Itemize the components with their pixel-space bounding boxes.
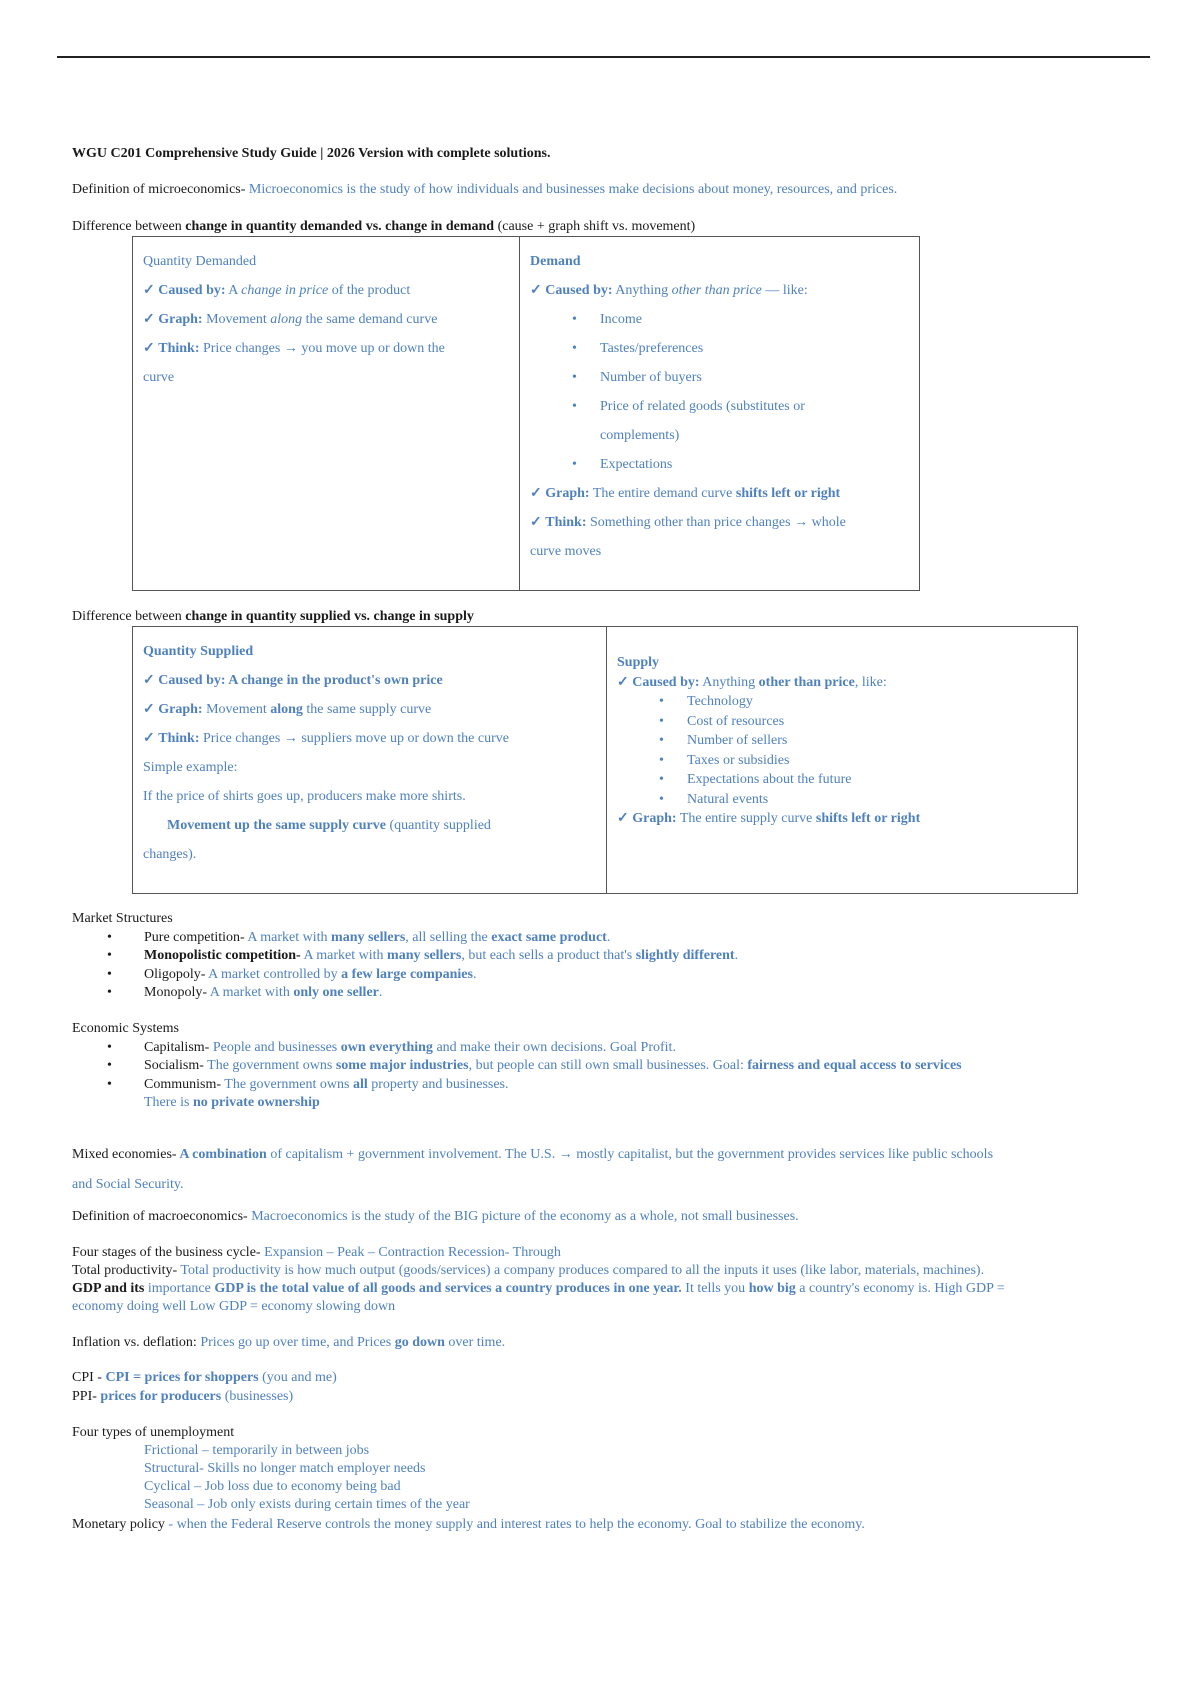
total-productivity: Total productivity- Total productivity is how much output (goods/services) a company produces compared to all the inputs it uses (like labor, materials, machines). <box>72 1263 985 1278</box>
list-item: • Expectations about the future <box>617 770 1067 790</box>
header-rule <box>57 56 1150 58</box>
list-item: • Monopolistic competition- A market with many sellers, but each sells a product that's slightly different. <box>72 947 738 966</box>
supply-heading: Difference between change in quantity supplied vs. change in supply <box>72 609 474 624</box>
supply-cell: Supply ✓ Caused by: Anything other than price, like: • Technology • Cost of resources • Number of sellers • Taxes or subsidies • Expectations about the future • Natural events ✓ Graph: The entire supply curve shifts left or right <box>606 627 1077 893</box>
list-item: • Number of buyers <box>530 363 909 392</box>
business-cycle: Four stages of the business cycle- Expansion – Peak – Contraction Recession- Through <box>72 1245 561 1260</box>
economic-systems: Economic Systems • Capitalism- People and businesses own everything and make their own decisions. Goal Profit. • Socialism- The government owns some major industries, but people can still own small businesses. Goal: fairness and equal access to services • Communism- The government owns all property and businesses. There is no private ownership <box>72 1020 962 1113</box>
qd-heading: Quantity Demanded <box>143 254 257 269</box>
ppi: PPI- prices for producers (businesses) <box>72 1389 294 1404</box>
list-item: • Taxes or subsidies <box>617 751 1067 771</box>
demand-heading-cell: Demand <box>530 254 581 269</box>
demand-comparison-table <box>132 236 920 591</box>
list-item: • Pure competition- A market with many sellers, all selling the exact same product. <box>72 929 738 948</box>
mixed-economies: Mixed economies- A combination of capitalism + government involvement. The U.S. → mostly capitalist, but the government provides services like public schools and Social Security. <box>72 1147 994 1192</box>
supply-heading-cell: Supply <box>617 655 660 670</box>
market-structures <box>72 910 738 1003</box>
demand-heading: Difference between change in quantity demanded vs. change in demand (cause + graph shift vs. movement) <box>72 219 696 234</box>
section-heading: Four types of unemployment <box>72 1425 235 1440</box>
list-item: • Price of related goods (substitutes or <box>530 392 909 421</box>
macro-definition: Definition of macroeconomics- Macroeconomics is the study of the BIG picture of the economy as a whole, not small businesses. <box>72 1209 799 1224</box>
demand-cell: Demand ✓ Caused by: Anything other than price — like: • Income • Tastes/preferences • Number of buyers • Price of related goods (substitutes or complements) • Expectations ✓ Graph: The entire demand curve shifts left or right ✓ Think: Something other than price changes → whole curve moves <box>519 237 919 590</box>
list-item: Cyclical – Job loss due to economy being bad <box>144 1479 401 1494</box>
section-heading: Market Structures <box>72 911 173 926</box>
list-item: • Oligopoly- A market controlled by a few large companies. <box>72 966 738 985</box>
gdp-importance: GDP and its importance GDP is the total value of all goods and services a country produces in one year. It tells you how big a country's economy is. High GDP = economy doing well Low GDP = economy slowing down <box>72 1281 1005 1314</box>
list-item: • Income <box>530 305 909 334</box>
supply-comparison-table <box>132 626 1078 894</box>
document-title: WGU C201 Comprehensive Study Guide | 2026 Version with complete solutions. <box>72 146 551 161</box>
list-item: • Communism- The government owns all property and businesses. <box>72 1076 962 1095</box>
unemployment-types <box>72 1424 470 1514</box>
list-item: • Number of sellers <box>617 731 1067 751</box>
list-item: • Cost of resources <box>617 712 1067 732</box>
list-item: • Expectations <box>530 450 909 479</box>
list-item: Seasonal – Job only exists during certain times of the year <box>144 1497 470 1512</box>
list-item: • Technology <box>617 692 1067 712</box>
list-item: • Capitalism- People and businesses own everything and make their own decisions. Goal Profit. <box>72 1039 962 1058</box>
cpi: CPI - CPI = prices for shoppers (you and me) <box>72 1370 337 1385</box>
monetary-policy: Monetary policy - when the Federal Reserve controls the money supply and interest rates to help the economy. Goal to stabilize the economy. <box>72 1517 865 1532</box>
list-item: Structural- Skills no longer match employer needs <box>144 1461 426 1476</box>
qs-heading: Quantity Supplied <box>143 644 254 659</box>
list-item: • Tastes/preferences <box>530 334 909 363</box>
list-item: • Monopoly- A market with only one seller. <box>72 984 738 1003</box>
list-item: Frictional – temporarily in between jobs <box>144 1443 370 1458</box>
quantity-demanded-cell: Quantity Demanded ✓ Caused by: A change in price of the product ✓ Graph: Movement along the same demand curve ✓ Think: Price changes → you move up or down the curve <box>133 237 519 590</box>
quantity-supplied-cell: Quantity Supplied ✓ Caused by: A change in the product's own price ✓ Graph: Movement along the same supply curve ✓ Think: Price changes → suppliers move up or down the curve Simple example: If the price of shirts goes up, producers make more shirts. Movement up the same supply curve (quantity supplied changes). <box>133 627 606 893</box>
list-item: • Natural events <box>617 790 1067 810</box>
inflation-deflation: Inflation vs. deflation: Prices go up over time, and Prices go down over time. <box>72 1335 506 1350</box>
section-heading: Economic Systems <box>72 1021 179 1036</box>
list-item: • Socialism- The government owns some major industries, but people can still own small businesses. Goal: fairness and equal access to services <box>72 1057 962 1076</box>
micro-definition: Definition of microeconomics- Microeconomics is the study of how individuals and businesses make decisions about money, resources, and prices. <box>72 182 898 197</box>
